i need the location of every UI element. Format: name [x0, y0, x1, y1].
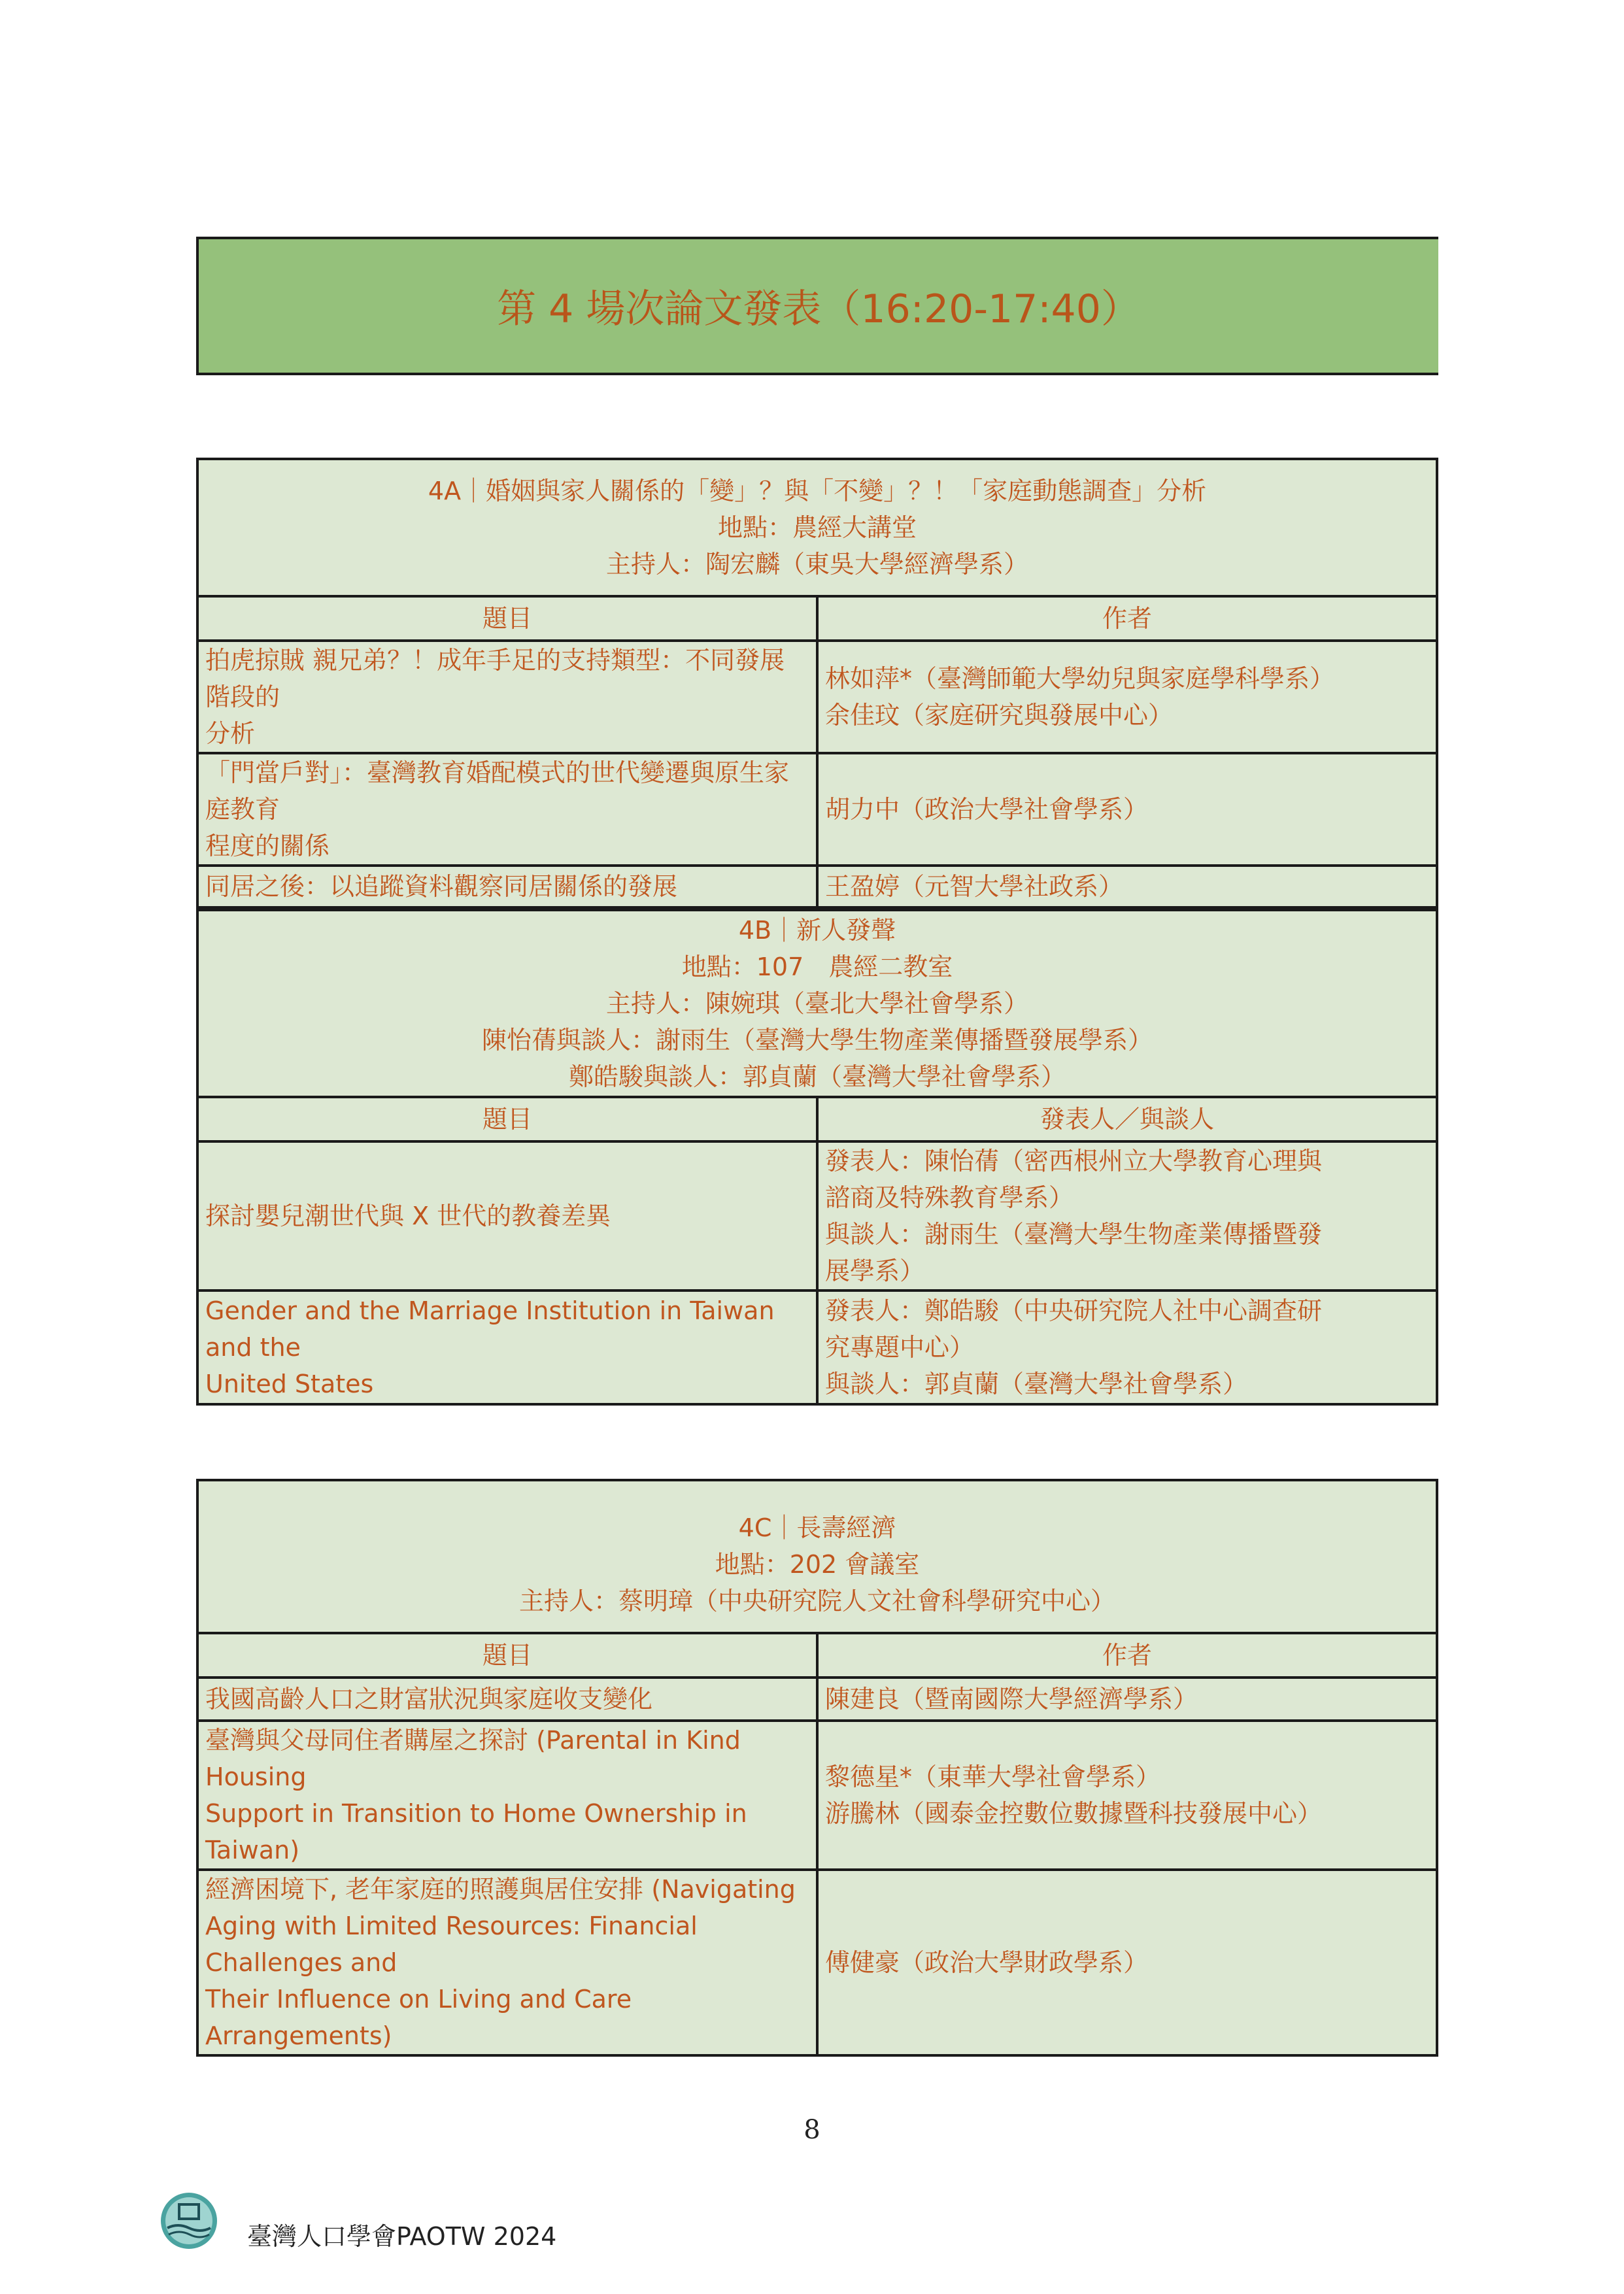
table-row: [197, 1721, 1437, 1870]
session-discussant: 鄭皓駿與談人：郭貞蘭（臺灣大學社會學系）: [568, 1062, 1066, 1091]
table-row: [197, 753, 1437, 866]
paper-title: 「門當戶對」：臺灣教育婚配模式的世代變遷與原生家庭教育 程度的關係: [197, 753, 817, 866]
page-number: 8: [804, 2115, 820, 2145]
session-location: 地點：202 會議室: [715, 1550, 920, 1579]
session-host: 主持人：陳婉琪（臺北大學社會學系）: [605, 989, 1028, 1018]
paper-title: Gender and the Marriage Institution in Taiwan and the United States: [197, 1290, 817, 1404]
session-header-4a: [197, 459, 1437, 596]
paper-title: 臺灣與父母同住者購屋之探討 (Parental in Kind Housing Support in Transition to Home Ownership in Taiwan): [197, 1721, 817, 1870]
table-row: [197, 1290, 1437, 1404]
table-row: [197, 641, 1437, 753]
paper-title: 我國高齡人口之財富狀況與家庭收支變化: [197, 1678, 817, 1721]
paper-authors: 發表人：鄭皓駿（中央研究院人社中心調查研 究專題中心） 與談人：郭貞蘭（臺灣大學社會學系）: [817, 1290, 1437, 1404]
table-row: [197, 866, 1437, 907]
session-location: 地點：107 農經二教室: [681, 953, 953, 981]
session-name: 4C｜長壽經濟: [738, 1513, 896, 1542]
table-row: [197, 1870, 1437, 2055]
footer: [160, 2185, 556, 2257]
paper-title: 探討嬰兒潮世代與 X 世代的教養差異: [197, 1141, 817, 1290]
paper-authors: 王盈婷（元智大學社政系）: [817, 866, 1437, 907]
session-title: 第 4 場次論文發表（16:20-17:40）: [497, 286, 1140, 332]
paper-authors: 黎德星*（東華大學社會學系） 游騰林（國泰金控數位數據暨科技發展中心）: [817, 1721, 1437, 1870]
session-host: 主持人：陶宏麟（東吳大學經濟學系）: [605, 550, 1028, 579]
column-header-title: 題目: [197, 1633, 817, 1678]
table-row: [197, 1678, 1437, 1721]
session-table-4b: [196, 909, 1438, 1406]
session-host: 主持人：蔡明璋（中央研究院人文社會科學研究中心）: [518, 1587, 1115, 1615]
paper-authors: 陳建良（暨南國際大學經濟學系）: [817, 1678, 1437, 1721]
session-table-4a: [196, 458, 1438, 909]
column-header-author: 作者: [817, 1633, 1437, 1678]
column-header-author: 作者: [817, 596, 1437, 641]
column-header-title: 題目: [197, 596, 817, 641]
session-header-4b: [197, 910, 1437, 1097]
table-row: [197, 1141, 1437, 1290]
paper-title: 經濟困境下, 老年家庭的照護與居住安排 (Navigating Aging with Limited Resources: Financial Challenges and Their Influence on Living and Care Arrangements): [197, 1870, 817, 2055]
paotw-logo-icon: [160, 2191, 218, 2250]
paper-title: 同居之後：以追蹤資料觀察同居關係的發展: [197, 866, 817, 907]
column-header-title: 題目: [197, 1097, 817, 1141]
paper-authors: 林如萍*（臺灣師範大學幼兒與家庭學科學系） 余佳玟（家庭研究與發展中心）: [817, 641, 1437, 753]
paper-authors: 發表人：陳怡蒨（密西根州立大學教育心理與 諮商及特殊教育學系） 與談人：謝雨生（臺灣大學生物產業傳播暨發 展學系）: [817, 1141, 1437, 1290]
session-banner: [196, 237, 1438, 375]
session-location: 地點：農經大講堂: [717, 513, 917, 542]
session-discussant: 陳怡蒨與談人：謝雨生（臺灣大學生物產業傳播暨發展學系）: [481, 1026, 1153, 1054]
column-header-presenter: 發表人／與談人: [817, 1097, 1437, 1141]
paper-authors: 胡力中（政治大學社會學系）: [817, 753, 1437, 866]
paper-title: 拍虎掠賊 親兄弟？！成年手足的支持類型：不同發展階段的 分析: [197, 641, 817, 753]
session-header-4c: [197, 1480, 1437, 1633]
session-name: 4A｜婚姻與家人關係的「變」？與「不變」？！「家庭動態調查」分析: [428, 477, 1207, 505]
session-table-4c: [196, 1479, 1438, 2057]
footer-text: 臺灣人口學會PAOTW 2024: [247, 2221, 557, 2251]
paper-authors: 傅健豪（政治大學財政學系）: [817, 1870, 1437, 2055]
session-name: 4B｜新人發聲: [738, 916, 896, 945]
